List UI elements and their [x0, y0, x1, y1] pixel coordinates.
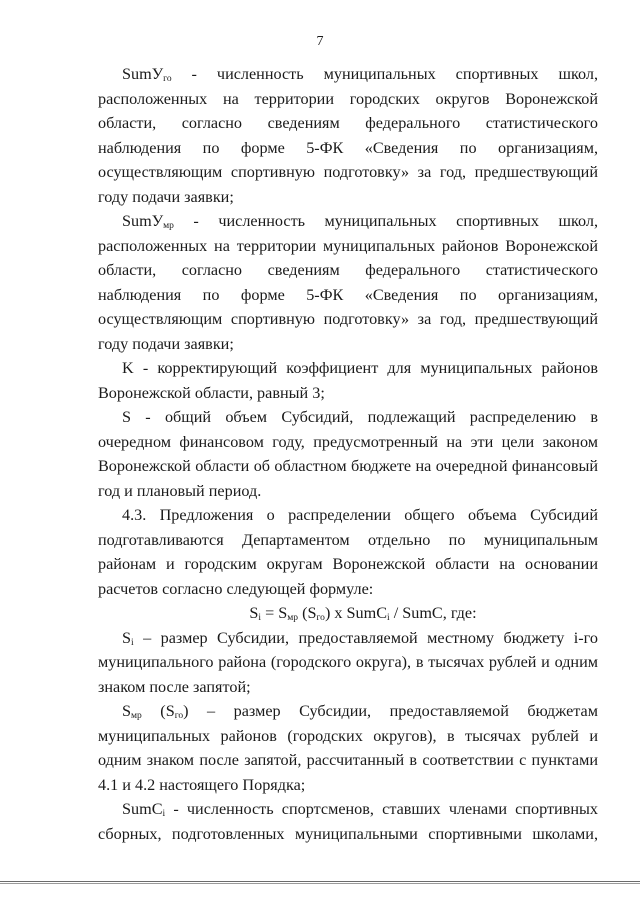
symbol: (S [141, 702, 175, 720]
symbol: SumУ [122, 212, 164, 230]
formula-sub: i [258, 613, 262, 623]
formula-part: S [249, 604, 259, 622]
formula-part: (S [298, 604, 317, 622]
formula-part: / SumC, где: [389, 604, 477, 622]
document-body [98, 62, 598, 846]
page-number: 7 [316, 34, 324, 49]
paragraph-sumy-mr [98, 209, 598, 356]
paragraph-s: S - общий объем Субсидий, подлежащий распределению в очередном финансовом году, предусмотренный на эти цели законом Воронежской области об областном бюджете на очередной финансовый год и плановый период. [98, 408, 598, 500]
symbol: SumC [122, 800, 163, 818]
scan-edge-line [0, 881, 640, 882]
paragraph-sumy-go [98, 62, 598, 209]
definition-si [98, 626, 598, 700]
formula-sub: i [387, 613, 390, 623]
symbol: S [122, 702, 132, 720]
symbol: SumУ [122, 65, 164, 83]
subscript: мр [163, 221, 174, 231]
symbol: S [122, 628, 132, 647]
definition-text: – размер Субсидии, предоставляемой местному бюджету i-го муниципального района (городского округа), в тысячах рублей и одним знаком после запятой; [98, 628, 598, 696]
paragraph-text: - численность муниципальных спортивных школ, расположенных на территории городских округов Воронежской области, согласно сведениям федерального статистического наблюдения по форме 5-ФК «Сведения по организациям, осуществляющим спортивную подготовку» за год, предшествующий году подачи заявки; [98, 65, 598, 206]
paragraph-k: K - корректирующий коэффициент для муниципальных районов Воронежской области, равный 3; [98, 359, 598, 402]
subscript: го [163, 74, 172, 84]
paragraph-4-3: 4.3. Предложения о распределении общего объема Субсидий подготавливаются Департаментом отдельно по муниципальным районам и городским округам Воронежской области на основании расчетов согласно следующей формуле: [98, 506, 598, 598]
definition-text: - численность спортсменов, ставших членами спортивных сборных, подготовленных муниципальными спортивными школами, [98, 800, 598, 843]
definition-text: ) – размер Субсидии, предоставляемой бюджетам муниципальных районов (городских округов), в тысячах рублей и одним знаком после запятой, рассчитанный в соответствии с пунктами 4.1 и 4.2 настоящего Порядка; [98, 702, 598, 794]
paragraph-text: - численность муниципальных спортивных школ, расположенных на территории муниципальных районов Воронежской области, согласно сведениям федерального статистического наблюдения по форме 5-ФК «Сведения по организациям, осуществляющим спортивную подготовку» за год, предшествующий году подачи заявки; [98, 212, 598, 353]
formula-part: ) x SumC [324, 604, 388, 622]
definition-sumci [98, 797, 598, 846]
scan-edge-line [0, 883, 640, 884]
subscript: i [162, 809, 166, 819]
subscript: го [174, 711, 184, 721]
formula [98, 601, 598, 626]
formula-part: = S [261, 604, 288, 622]
subscript: i [131, 637, 134, 648]
formula-sub: мр [287, 613, 299, 623]
formula-sub: го [316, 613, 325, 623]
subscript: мр [131, 711, 142, 721]
definition-smr [98, 699, 598, 797]
